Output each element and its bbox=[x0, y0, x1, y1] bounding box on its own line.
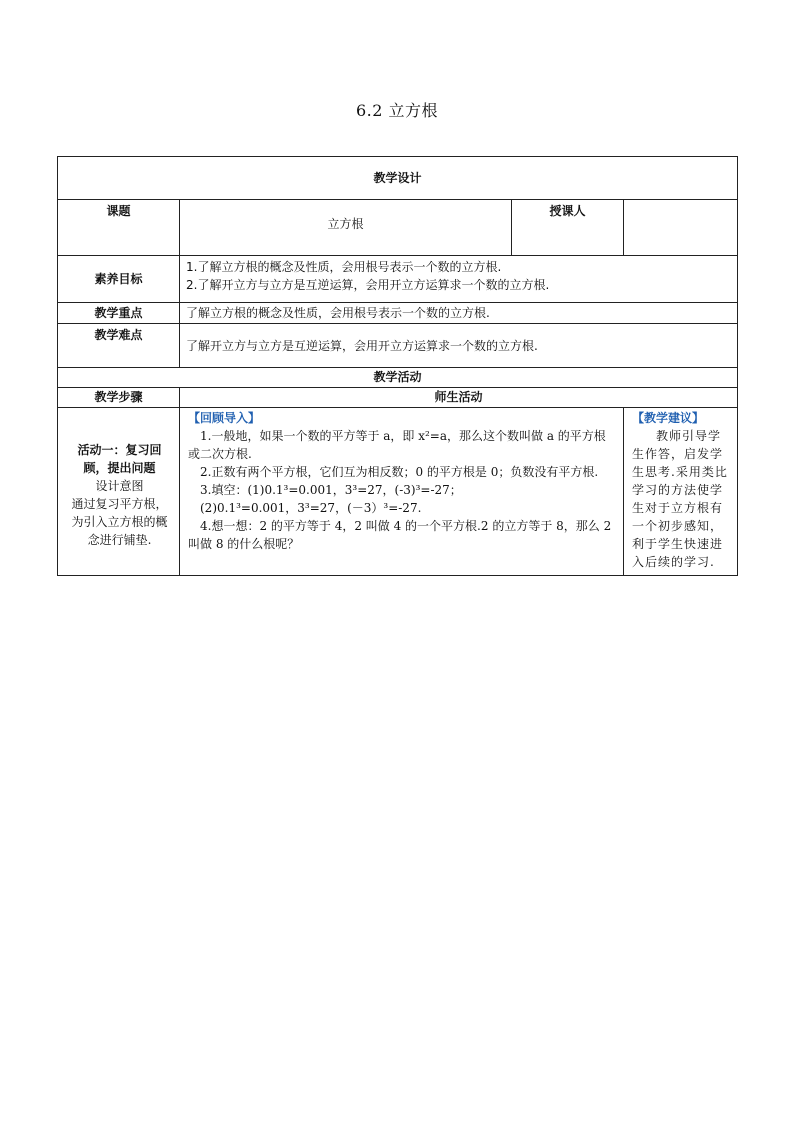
lesson-plan-table bbox=[57, 156, 738, 576]
goal-value bbox=[180, 256, 738, 303]
review-point-2: 2.正数有两个平方根，它们互为相反数；0 的平方根是 0；负数没有平方根. bbox=[200, 465, 599, 479]
activity-1-step bbox=[58, 408, 180, 576]
review-intro-tag: 【回顾导入】 bbox=[188, 411, 261, 425]
review-point-1: 1.一般地，如果一个数的平方等于 a，即 x²=a，那么这个数叫做 a 的平方根或二次方根. bbox=[188, 429, 606, 461]
topic-label: 课题 bbox=[58, 200, 180, 256]
table-title: 教学设计 bbox=[58, 157, 738, 200]
steps-header: 教学步骤 bbox=[58, 388, 180, 408]
goal-line-2: 2.了解开立方与立方是互逆运算，会用开立方运算求一个数的立方根. bbox=[186, 278, 550, 292]
interaction-header: 师生活动 bbox=[180, 388, 738, 408]
design-intent-text: 通过复习平方根，为引入立方根的概念进行铺垫. bbox=[71, 497, 168, 547]
teaching-advice-tag: 【教学建议】 bbox=[632, 411, 705, 425]
activity-1-advice bbox=[624, 408, 738, 576]
review-point-3-part-2: (2)0.1³=0.001，3³=27，(－3）³=-27. bbox=[200, 501, 422, 515]
design-intent-label: 设计意图 bbox=[95, 479, 144, 493]
difficulty-value: 了解开立方与立方是互逆运算，会用开立方运算求一个数的立方根. bbox=[180, 324, 738, 368]
goal-label: 素养目标 bbox=[58, 256, 180, 303]
activity-1-name: 活动一：复习回顾，提出问题 bbox=[77, 443, 162, 475]
key-value: 了解立方根的概念及性质，会用根号表示一个数的立方根. bbox=[180, 303, 738, 324]
activities-header: 教学活动 bbox=[58, 368, 738, 388]
document-title: 6.2 立方根 bbox=[355, 101, 439, 120]
goal-line-1: 1.了解立方根的概念及性质，会用根号表示一个数的立方根. bbox=[186, 260, 502, 274]
difficulty-label: 教学难点 bbox=[58, 324, 180, 368]
review-point-4: 4.想一想：2 的平方等于 4，2 叫做 4 的一个平方根.2 的立方等于 8，那么 2 叫做 8 的什么根呢？ bbox=[188, 519, 612, 551]
review-point-3: 3.填空：(1)0.1³=0.001，3³=27，(-3)³=-27； bbox=[200, 483, 462, 497]
teacher-label: 授课人 bbox=[512, 200, 624, 256]
key-label: 教学重点 bbox=[58, 303, 180, 324]
activity-1-content bbox=[180, 408, 624, 576]
topic-value: 立方根 bbox=[180, 200, 512, 256]
teaching-advice-text: 教师引导学生作答，启发学生思考.采用类比学习的方法使学生对于立方根有一个初步感知，利于学生快速进入后续的学习. bbox=[632, 429, 728, 569]
teacher-value bbox=[624, 200, 738, 256]
